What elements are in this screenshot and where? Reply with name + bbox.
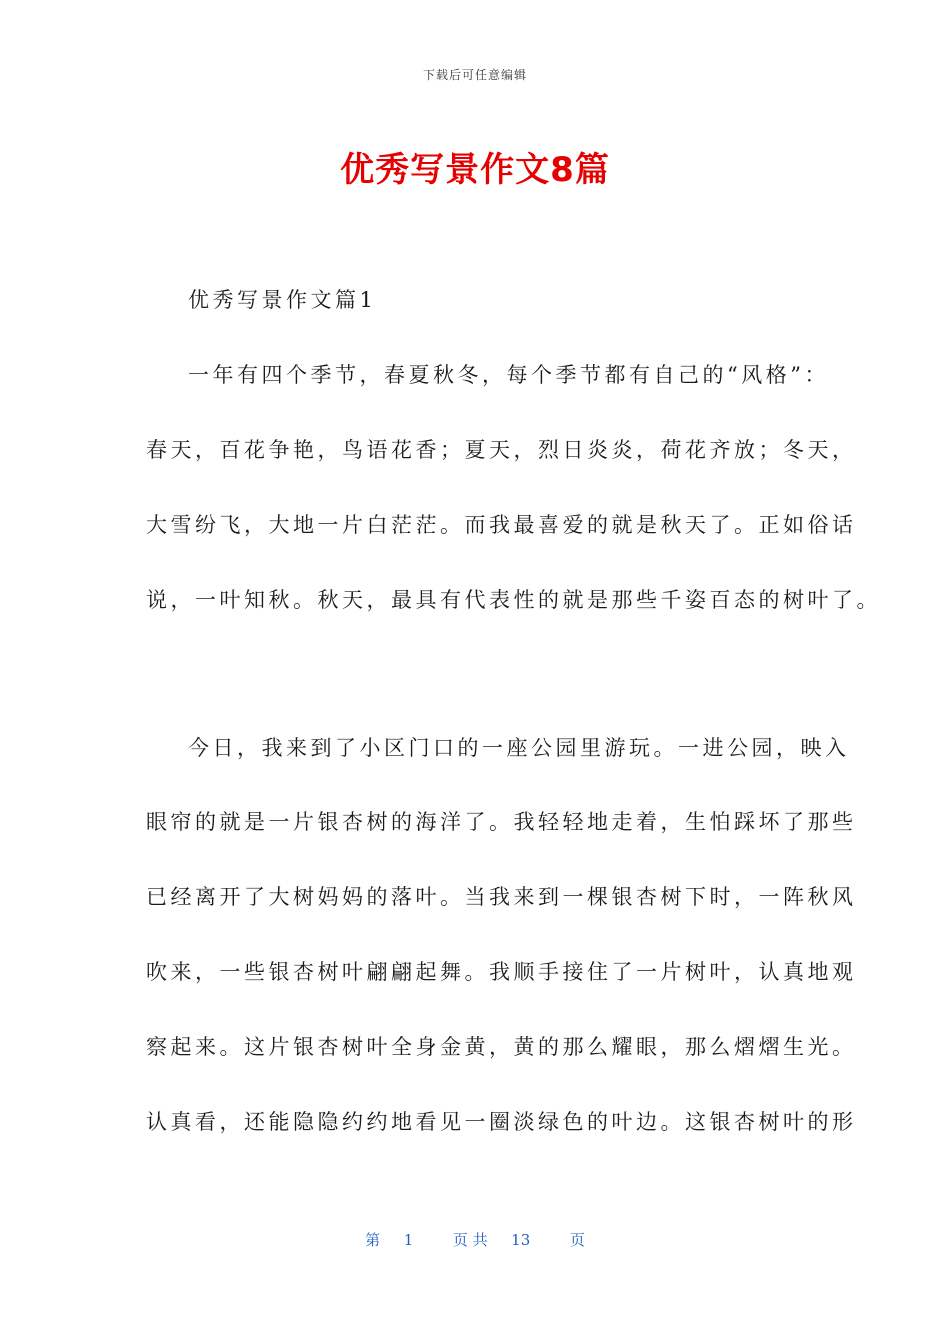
footer-prefix: 第 (365, 1231, 381, 1249)
paragraph-1-line-4: 说，一叶知秋。秋天，最具有代表性的就是那些千姿百态的树叶了。 (146, 588, 881, 612)
document-title: 优秀写景作文8篇 (340, 150, 610, 190)
paragraph-2-line-2: 眼帘的就是一片银杏树的海洋了。我轻轻地走着，生怕踩坏了那些 (146, 810, 857, 834)
footer-page-number: 1 (403, 1231, 414, 1249)
paragraph-2-line-4: 吹来，一些银杏树叶翩翩起舞。我顺手接住了一片树叶，认真地观 (146, 960, 857, 984)
section-heading: 优秀写景作文篇1 (188, 288, 377, 312)
paragraph-1-line-3: 大雪纷飞，大地一片白茫茫。而我最喜爱的就是秋天了。正如俗话 (146, 513, 857, 537)
paragraph-2-line-3: 已经离开了大树妈妈的落叶。当我来到一棵银杏树下时，一阵秋风 (146, 885, 857, 909)
paragraph-2-line-1: 今日，我来到了小区门口的一座公园里游玩。一进公园，映入 (188, 736, 850, 760)
page-footer (0, 1229, 950, 1250)
paragraph-2-line-6: 认真看，还能隐隐约约地看见一圈淡绿色的叶边。这银杏树叶的形 (146, 1110, 857, 1134)
paragraph-1-line-2: 春天，百花争艳，鸟语花香；夏天，烈日炎炎，荷花齐放；冬天， (146, 438, 857, 462)
footer-middle: 页 共 (452, 1231, 488, 1249)
paragraph-1-line-1: 一年有四个季节，春夏秋冬，每个季节都有自己的“风格”： (188, 363, 829, 387)
footer-total-pages: 13 (511, 1231, 531, 1249)
paragraph-2-line-5: 察起来。这片银杏树叶全身金黄，黄的那么耀眼，那么熠熠生光。 (146, 1035, 857, 1059)
header-note: 下载后可任意编辑 (422, 68, 527, 82)
footer-suffix: 页 (569, 1231, 585, 1249)
